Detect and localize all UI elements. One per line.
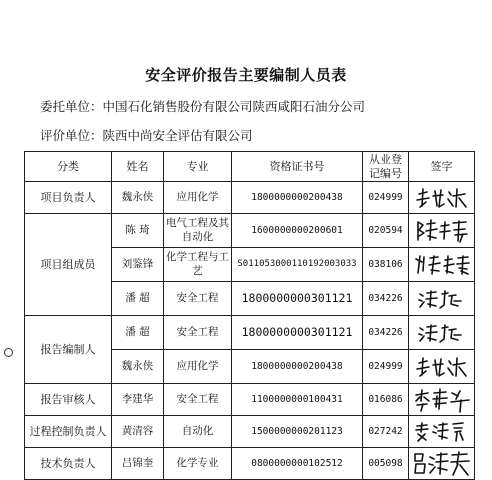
- reg-no-cell: 034226: [363, 282, 409, 316]
- reg-no-cell: 024999: [363, 182, 409, 214]
- reg-no-cell: 034226: [363, 316, 409, 350]
- name-cell: 李建华: [112, 384, 164, 416]
- handwritten-signature-lv: [411, 450, 473, 478]
- signature-cell: [409, 448, 475, 480]
- handwritten-signature-wei: [413, 355, 471, 379]
- entrusting-unit-label: 委托单位：: [40, 99, 103, 114]
- signature-cell: [409, 214, 475, 248]
- signature-cell: [409, 182, 475, 214]
- handwritten-signature-huang: [413, 420, 471, 444]
- table-row: [25, 316, 475, 350]
- category-cell: 项目组成员: [25, 214, 112, 316]
- name-cell: 潘 超: [112, 282, 164, 316]
- cert-no-cell: 1800000000301121: [232, 282, 363, 316]
- header-category: 分类: [25, 152, 112, 182]
- entrusting-unit-line: [40, 97, 365, 115]
- handwritten-signature-liu: [412, 253, 472, 277]
- table-row: [25, 214, 475, 248]
- major-cell: 自动化: [164, 416, 232, 448]
- major-cell: 应用化学: [164, 350, 232, 384]
- table-row: [25, 416, 475, 448]
- category-cell: 项目负责人: [25, 182, 112, 214]
- name-cell: 陈 琦: [112, 214, 164, 248]
- name-cell: 魏永侠: [112, 182, 164, 214]
- evaluating-unit-line: [40, 126, 253, 144]
- major-cell: 电气工程及其自动化: [164, 214, 232, 248]
- entrusting-unit-value: 中国石化销售股份有限公司陕西咸阳石油分公司: [102, 99, 366, 114]
- category-cell: 过程控制负责人: [25, 416, 112, 448]
- cert-no-cell: 1800000000200438: [232, 182, 363, 214]
- reg-no-cell: 020594: [363, 214, 409, 248]
- category-cell: 技术负责人: [25, 448, 112, 480]
- signature-cell: [409, 384, 475, 416]
- major-cell: 安全工程: [164, 316, 232, 350]
- handwritten-signature-pan: [416, 288, 468, 310]
- table-row: [25, 182, 475, 214]
- reg-no-cell: 005098: [363, 448, 409, 480]
- cert-no-cell: 0800000000102512: [232, 448, 363, 480]
- evaluating-unit-value: 陕西中尚安全评估有限公司: [102, 128, 253, 143]
- reg-no-cell: 016086: [363, 384, 409, 416]
- cert-no-cell: 1100000000100431: [232, 384, 363, 416]
- cert-no-cell: 1800000000301121: [232, 316, 363, 350]
- cert-no-cell: 1800000000200438: [232, 350, 363, 384]
- table-row: [25, 448, 475, 480]
- evaluating-unit-label: 评价单位：: [40, 128, 103, 143]
- reg-no-cell: 038106: [363, 248, 409, 282]
- cert-no-cell: S011053000110192003033: [232, 248, 363, 282]
- reg-no-cell: 024999: [363, 350, 409, 384]
- header-reg-no: 从业登记编号: [363, 152, 409, 182]
- signature-cell: [409, 416, 475, 448]
- major-cell: 化学专业: [164, 448, 232, 480]
- handwritten-signature-chen: [413, 218, 471, 244]
- cert-no-cell: 1500000000201123: [232, 416, 363, 448]
- name-cell: 魏永侠: [112, 350, 164, 384]
- major-cell: 安全工程: [164, 282, 232, 316]
- name-cell: 刘鉴锋: [112, 248, 164, 282]
- category-cell: 报告编制人: [25, 316, 112, 384]
- table-row: [25, 384, 475, 416]
- header-major: 专业: [164, 152, 232, 182]
- header-signature: 签字: [409, 152, 475, 182]
- name-cell: 黄清容: [112, 416, 164, 448]
- handwritten-signature-li: [412, 387, 472, 413]
- name-cell: 潘 超: [112, 316, 164, 350]
- signature-cell: [409, 316, 475, 350]
- handwritten-signature-wei: [413, 186, 471, 210]
- signature-cell: [409, 350, 475, 384]
- signature-cell: [409, 248, 475, 282]
- page-title: 安全评价报告主要编制人员表: [145, 66, 347, 84]
- major-cell: 应用化学: [164, 182, 232, 214]
- reg-no-cell: 027242: [363, 416, 409, 448]
- signature-cell: [409, 282, 475, 316]
- major-cell: 安全工程: [164, 384, 232, 416]
- header-cert-no: 资格证书号: [232, 152, 363, 182]
- table-header-row: [25, 152, 475, 182]
- header-name: 姓名: [112, 152, 164, 182]
- name-cell: 吕锦奎: [112, 448, 164, 480]
- category-cell: 报告审核人: [25, 384, 112, 416]
- staff-table: [24, 151, 475, 480]
- margin-circle-mark: [4, 348, 13, 357]
- cert-no-cell: 1600000000200601: [232, 214, 363, 248]
- handwritten-signature-pan: [416, 322, 468, 344]
- major-cell: 化学工程与工艺: [164, 248, 232, 282]
